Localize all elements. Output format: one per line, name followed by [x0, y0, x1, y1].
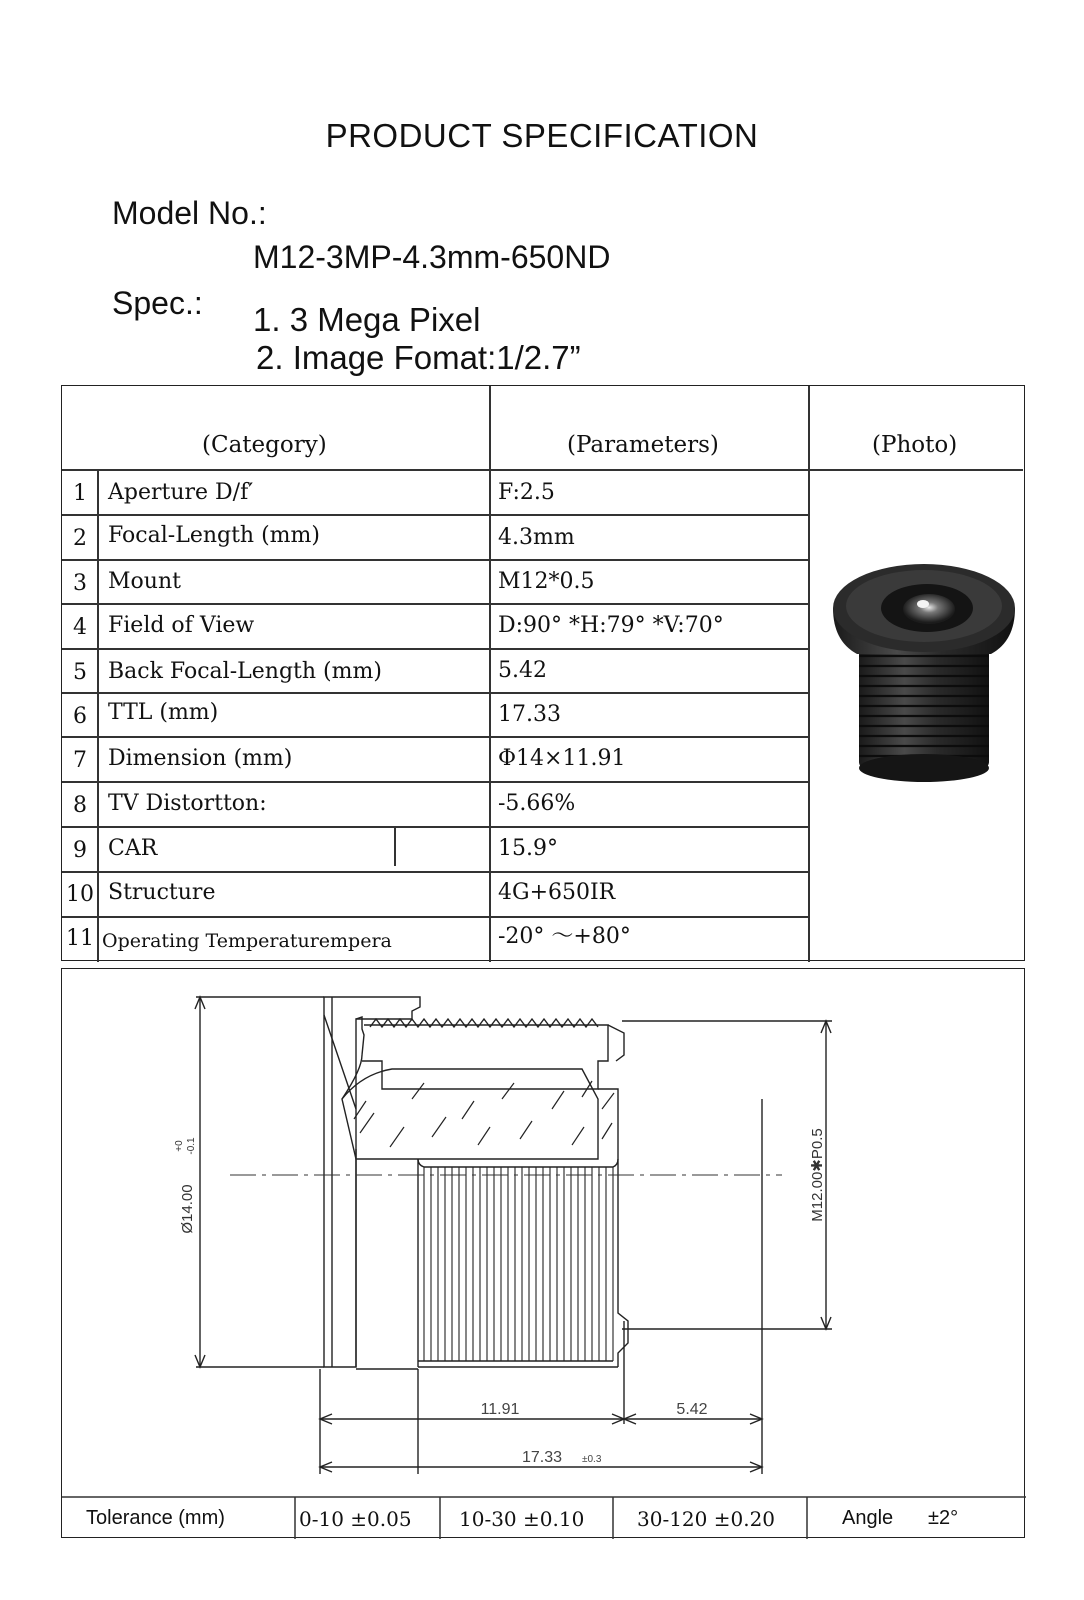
spec-item: 1. 3 Mega Pixel	[253, 301, 481, 338]
row-value: 15.9°	[498, 836, 558, 861]
page-title: PRODUCT SPECIFICATION	[325, 117, 759, 154]
row-value: Φ14×11.91	[498, 746, 626, 771]
row-category: Structure	[108, 880, 216, 905]
row-number: 10	[66, 882, 94, 907]
angle-label: Angle	[842, 1507, 894, 1529]
header-parameters: (Parameters)	[567, 432, 719, 458]
header-category: (Category)	[202, 432, 327, 458]
spec-item: 2. Image Fomat:1/2.7”	[256, 339, 581, 376]
tolerance-range: 30-120 ±0.20	[637, 1507, 776, 1531]
row-number: 11	[66, 926, 94, 951]
row-category: TV Distortton:	[108, 791, 267, 816]
model-value: M12-3MP-4.3mm-650ND	[253, 239, 611, 275]
row-number: 2	[73, 526, 87, 551]
row-value: -5.66%	[498, 791, 576, 816]
row-number: 6	[73, 704, 87, 729]
row-category: Focal-Length (mm)	[108, 523, 320, 548]
row-divider	[62, 826, 809, 828]
row-category: Mount	[108, 569, 181, 594]
row-value: M12*0.5	[498, 569, 595, 594]
length-total-tol: ±0.3	[582, 1454, 602, 1465]
diameter-tol-upper: +0	[174, 1140, 185, 1152]
model-label: Model No.:	[112, 195, 267, 231]
row-divider	[62, 871, 809, 873]
length-total-label: 17.33	[521, 1449, 563, 1466]
lens-photo	[817, 546, 1017, 796]
row-value: -20° ～+80°	[498, 924, 631, 949]
row-value: 4.3mm	[498, 525, 575, 550]
technical-drawing	[61, 968, 1025, 1538]
row-divider	[62, 736, 809, 738]
row-category: Operating Temperaturempera	[102, 930, 392, 952]
row-category: Field of View	[108, 613, 255, 638]
tolerance-range: 10-30 ±0.10	[459, 1507, 585, 1531]
stray-divider	[394, 828, 396, 866]
row-number: 8	[73, 793, 87, 818]
row-value: 5.42	[498, 658, 547, 683]
row-divider	[62, 514, 809, 516]
row-number: 1	[73, 481, 87, 506]
row-value: D:90° *H:79° *V:70°	[498, 613, 724, 638]
column-divider	[489, 386, 491, 962]
row-number: 7	[73, 748, 87, 773]
row-category: Dimension (mm)	[108, 746, 293, 771]
tolerance-range: 0-10 ±0.05	[299, 1507, 412, 1531]
row-value: 4G+650IR	[498, 880, 616, 905]
length-body-label: 11.91	[480, 1401, 520, 1418]
angle-value: ±2°	[928, 1507, 959, 1529]
column-divider	[97, 469, 99, 962]
row-divider	[62, 559, 809, 561]
row-divider	[62, 469, 1023, 471]
row-divider	[62, 603, 809, 605]
row-divider	[62, 648, 809, 650]
row-divider	[62, 781, 809, 783]
row-divider	[62, 916, 809, 918]
column-divider	[808, 386, 810, 962]
row-category: Back Focal-Length (mm)	[108, 659, 382, 684]
length-bfl-label: 5.42	[676, 1401, 708, 1418]
row-value: F:2.5	[498, 480, 555, 505]
diameter-tol-lower: -0.1	[186, 1137, 197, 1155]
tolerance-label: Tolerance (mm)	[86, 1507, 225, 1529]
row-category: CAR	[108, 836, 158, 861]
row-number: 9	[73, 838, 87, 863]
spec-label: Spec.:	[112, 285, 203, 321]
spec-table	[61, 385, 1025, 961]
header-photo: (Photo)	[872, 432, 958, 458]
row-number: 5	[73, 660, 87, 685]
row-category: Aperture D/f′	[108, 480, 254, 505]
row-divider	[62, 692, 809, 694]
lens-drawing	[62, 969, 1026, 1539]
row-value: 17.33	[498, 702, 561, 727]
row-number: 4	[73, 615, 87, 640]
row-number: 3	[73, 571, 87, 596]
row-category: TTL (mm)	[108, 700, 219, 725]
thread-label: M12.00✱P0.5	[809, 1128, 826, 1222]
diameter-label: Ø14.00	[179, 1184, 196, 1234]
